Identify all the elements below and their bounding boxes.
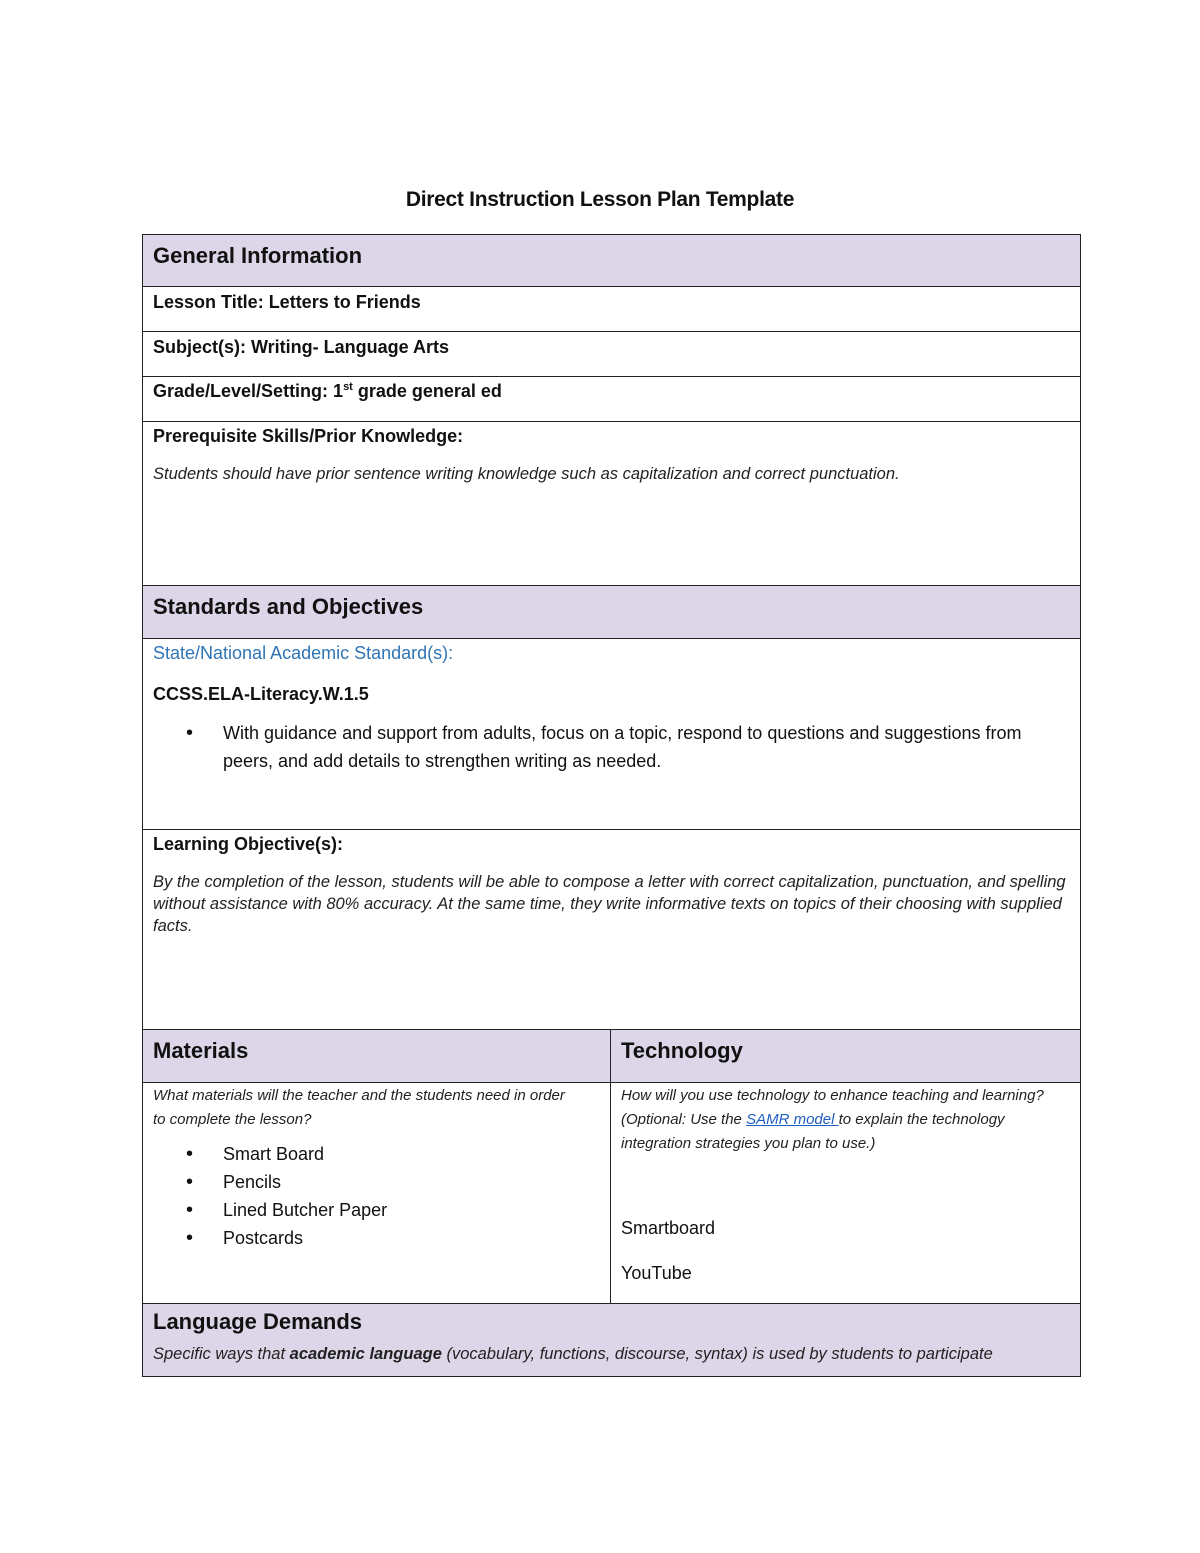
lesson-title: Lesson Title: Letters to Friends — [153, 292, 421, 312]
objective-label: Learning Objective(s): — [153, 834, 344, 854]
technology-prompt: How will you use technology to enhance teaching and learning? (Optional: Use the SAMR model to explain the technology integration strategies you plan to use.) — [621, 1087, 1044, 1152]
standards-header — [142, 586, 1081, 639]
language-demands-text: Specific ways that academic language (vocabulary, functions, discourse, syntax) is used by students to participate — [153, 1345, 993, 1363]
objective-row — [142, 830, 1081, 1030]
materials-item: • Pencils — [223, 1168, 610, 1196]
prerequisite-text: Students should have prior sentence writing knowledge such as capitalization and correct punctuation. — [153, 465, 900, 483]
materials-list — [143, 1132, 610, 1252]
materials-prompt: What materials will the teacher and the students need in order to complete the lesson? — [153, 1087, 565, 1128]
lesson-title-row — [142, 287, 1081, 332]
document-title: Direct Instruction Lesson Plan Template — [405, 188, 795, 211]
subjects: Subject(s): Writing- Language Arts — [153, 337, 450, 357]
grade-row — [142, 377, 1081, 422]
materials-item: • Lined Butcher Paper — [223, 1196, 610, 1224]
technology-title: Technology — [621, 1038, 743, 1063]
samr-model-link[interactable]: SAMR model — [746, 1111, 839, 1128]
materials-item: • Postcards — [223, 1224, 610, 1252]
materials-item: • Smart Board — [223, 1140, 610, 1168]
general-information-header — [142, 234, 1081, 287]
standards-title: Standards and Objectives — [153, 594, 424, 619]
general-information-title: General Information — [153, 243, 363, 268]
standard-code: CCSS.ELA-Literacy.W.1.5 — [153, 684, 369, 704]
prerequisite-row — [142, 422, 1081, 586]
language-demands-section — [142, 1304, 1081, 1377]
technology-item-smartboard: Smartboard — [621, 1218, 716, 1238]
objective-text: By the completion of the lesson, students will be able to compose a letter with correct capitalization, punctuation, and spelling without assistance with 80% accuracy. At the same time, they write informative texts on topics of their choosing with supplied facts. — [153, 873, 1066, 935]
language-demands-title: Language Demands — [153, 1309, 363, 1334]
technology-cell — [611, 1083, 1080, 1303]
standards-row — [142, 639, 1081, 830]
standard-bullet: • With guidance and support from adults, focus on a topic, respond to questions and suggestions from peers, and add details to strengthen writing as needed. — [223, 719, 1060, 775]
technology-item-youtube: YouTube — [621, 1263, 692, 1283]
materials-title: Materials — [153, 1038, 249, 1063]
materials-cell — [143, 1083, 611, 1303]
materials-technology-row — [142, 1083, 1081, 1304]
grade-level-setting: Grade/Level/Setting: 1st grade general ed — [153, 381, 502, 401]
lesson-plan-table — [142, 234, 1081, 1377]
standard-bullet-list — [143, 705, 1080, 775]
prerequisite-label: Prerequisite Skills/Prior Knowledge: — [153, 426, 464, 446]
materials-technology-header — [142, 1030, 1081, 1083]
subjects-row — [142, 332, 1081, 377]
standard-label: State/National Academic Standard(s): — [153, 643, 454, 663]
